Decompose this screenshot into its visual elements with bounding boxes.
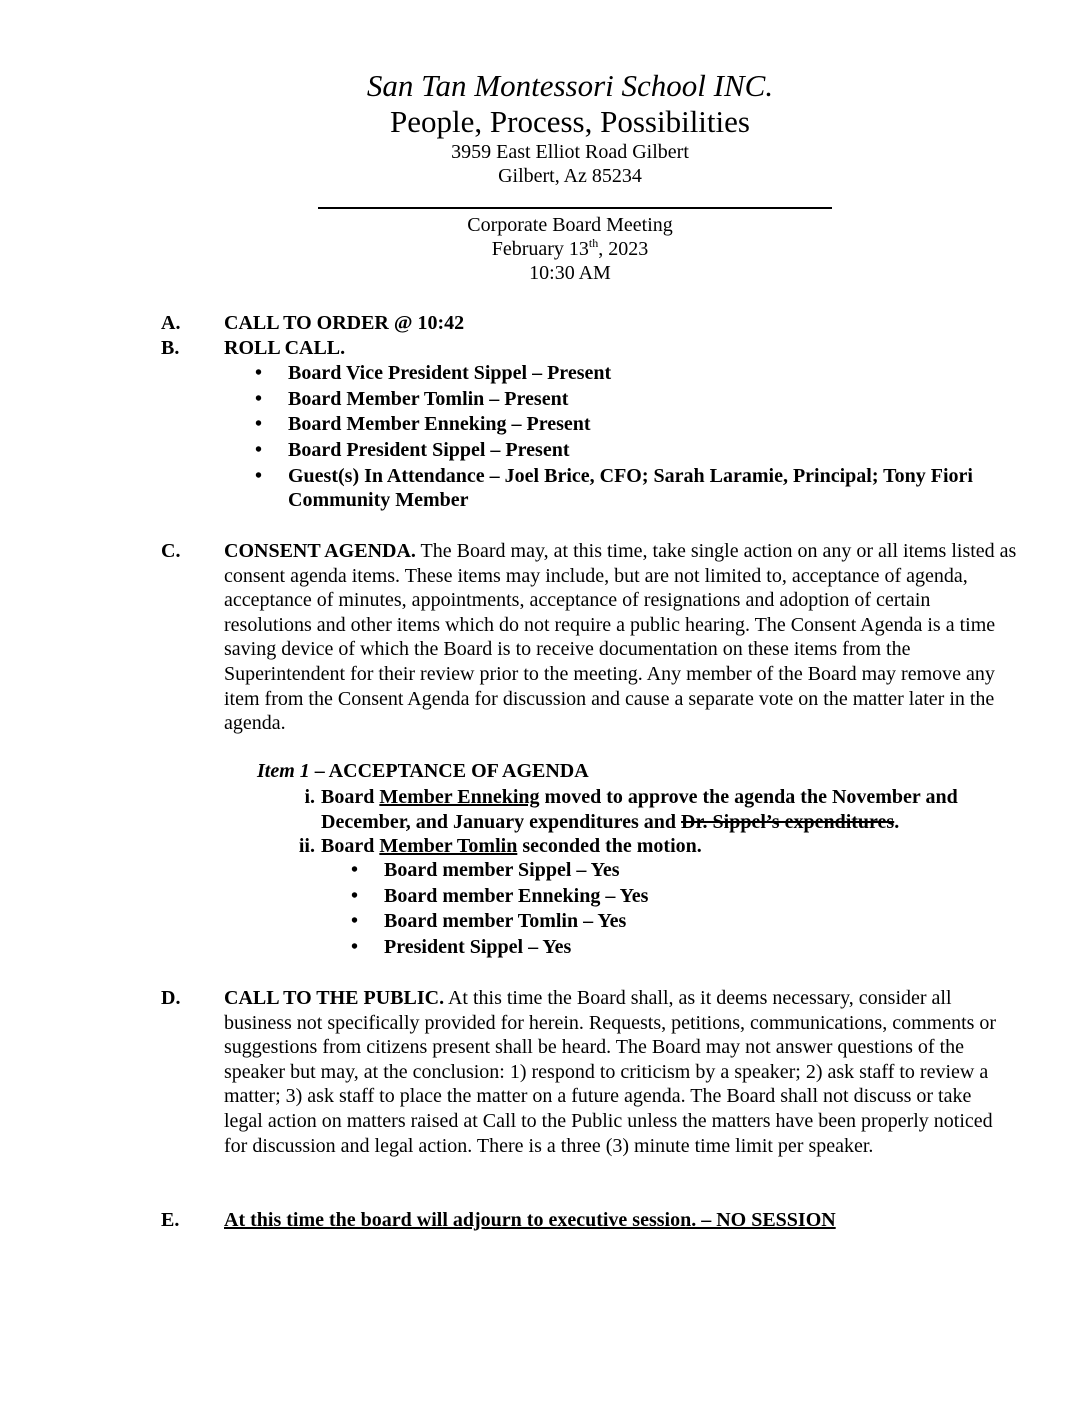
meeting-date-ordinal: th [588,236,599,250]
list-item [255,387,1015,413]
item-1-heading [257,759,589,783]
section-e-letter: E. [161,1209,180,1231]
motion-struck-text: Dr. Sippel’s expenditures [681,810,895,833]
section-c-body: The Board may, at this time, take single action on any or all items listed as consent agenda items. These items may include, but are not limited to, acceptance of agenda, acceptance of minutes, appointments, acceptance of resignations and adoption of certain resolutions and other items which do not require a public hearing. The Consent Agenda is a time saving device of which the Board is to receive documentation on these items from the Superintendent for their review prior to the meeting. Any member of the Board may remove any item from the Consent Agenda for discussion and cause a separate vote on the matter later in the agenda. [224,540,1017,735]
attendee-text: Board President Sippel – Present [288,439,570,462]
section-d-call-to-public [224,986,1014,1158]
bullet-icon: • [255,387,263,410]
meeting-date-year: , 2023 [598,238,649,260]
list-item [255,438,1015,464]
address-line-2: Gilbert, Az 85234 [498,165,642,187]
meeting-date-day: February 13 [491,238,589,260]
attendee-text: Guest(s) In Attendance – Joel Brice, CFO; Sarah Laramie, Principal; Tony Fiori Community Member [288,464,973,512]
motion-text [321,785,1021,834]
second-end: seconded the motion. [517,835,702,857]
meeting-time: 10:30 AM [529,262,611,284]
list-item [351,909,951,935]
list-item [351,935,951,961]
section-e-executive-session: At this time the board will adjourn to executive session. – NO SESSION [224,1209,836,1231]
attendee-text: Board Member Tomlin – Present [288,387,569,410]
motion-end: . [894,810,900,833]
bullet-icon: • [351,859,359,881]
section-c-letter: C. [161,540,181,562]
bullet-icon: • [255,464,263,487]
list-item [255,412,1015,438]
meeting-date [0,237,1088,261]
second-text [321,834,1021,859]
list-item [351,858,951,884]
section-d-letter: D. [161,987,181,1009]
vote-list [351,858,951,961]
section-c-title: CONSENT AGENDA. [224,540,416,562]
school-name: San Tan Montessori School INC. [366,68,774,103]
vote-text: Board member Enneking – Yes [384,884,649,907]
bullet-icon: • [255,362,263,384]
address-line-1: 3959 East Elliot Road Gilbert [451,141,689,163]
school-tagline: People, Process, Possibilities [390,104,750,139]
list-item [255,361,1015,387]
section-b-roll-call: ROLL CALL. [224,337,346,359]
section-a-letter: A. [161,312,181,334]
attendee-text: Board Vice President Sippel – Present [288,362,612,384]
section-d-body: At this time the Board shall, as it deems necessary, consider all business not specifically provided for herein. Requests, petitions, communications, comments or suggestions from citizens present shall be heard. The Board may not answer questions of the speaker but may, at the conclusion: 1) respond to criticism by a speaker; 2) ask staff to review a matter; 3) ask staff to place the matter on a future agenda. The Board shall not discuss or take legal action on matters raised at Call to the Public unless the matters have been properly noticed for discussion and legal action. There is a three (3) minute time limit per speaker. [224,987,997,1157]
bullet-icon: • [351,936,359,959]
meeting-type: Corporate Board Meeting [467,214,673,236]
vote-text: President Sippel – Yes [384,936,572,959]
bullet-icon: • [255,413,263,436]
section-c-consent-agenda [224,539,1019,736]
second-prefix: Board [321,835,380,857]
item-1-title: – ACCEPTANCE OF AGENDA [309,760,589,782]
list-item [351,884,951,910]
vote-text: Board member Tomlin – Yes [384,910,627,933]
motion-number: i. [304,786,315,808]
bullet-icon: • [351,910,359,933]
item-1-label: Item 1 [257,760,310,782]
section-b-letter: B. [161,337,180,359]
section-d-title: CALL TO THE PUBLIC. [224,987,445,1009]
bullet-icon: • [351,884,359,907]
attendee-text: Board Member Enneking – Present [288,413,591,436]
bullet-icon: • [255,439,263,462]
roll-call-list [255,361,1015,513]
list-item [255,464,988,513]
vote-text: Board member Sippel – Yes [384,859,620,881]
second-number: ii. [298,835,315,857]
motion-middle: moved to approve the agenda the November and December, and January expenditures and [321,786,958,833]
motion-prefix: Board [321,786,380,808]
section-a-call-to-order: CALL TO ORDER @ 10:42 [224,312,465,334]
second-member: Member Tomlin [379,835,518,857]
motion-member: Member Enneking [379,786,540,808]
header-divider [318,207,832,209]
